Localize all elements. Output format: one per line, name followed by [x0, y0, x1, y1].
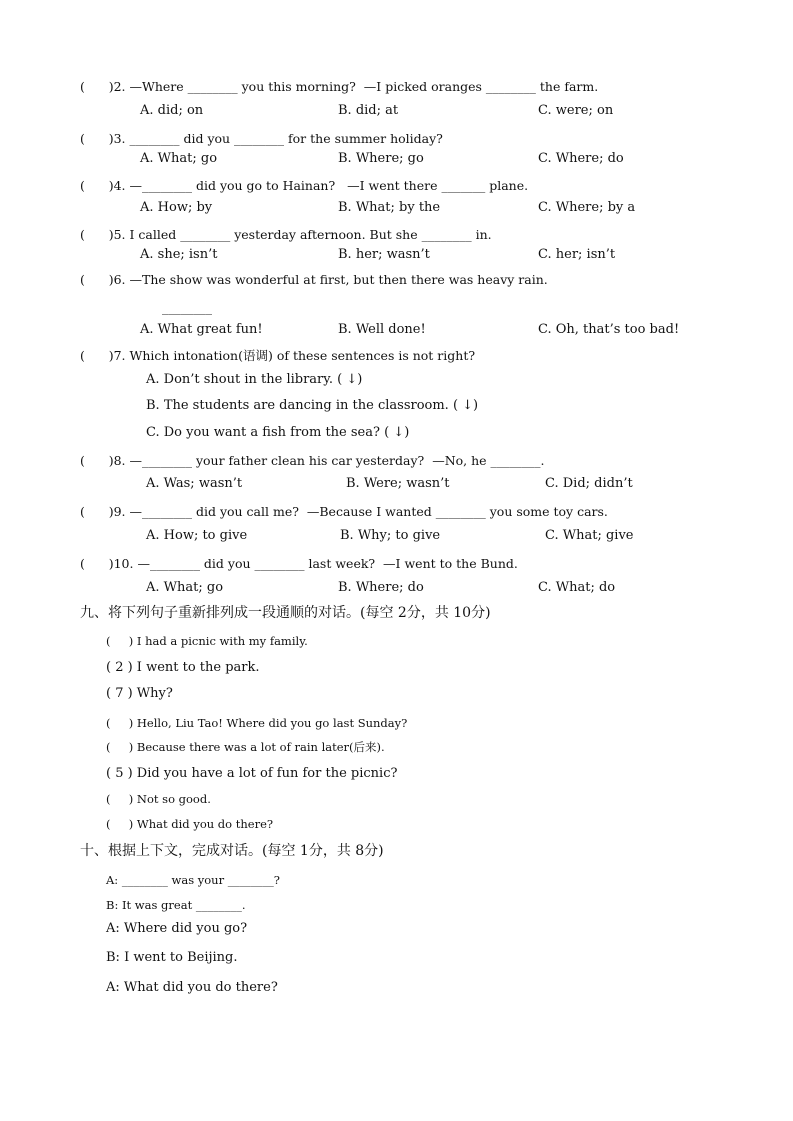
section-9-item-3: ( 7 ) Why?: [106, 686, 173, 701]
section-10-title: 十、根据上下文，完成对话。(每空 1分，共 8分): [80, 843, 384, 859]
question-6-answer-blank: ________: [162, 300, 212, 315]
question-7-stem: ( )7. Which intonation(语调) of these sentences is not right?: [80, 348, 476, 363]
question-4-option-c: C. Where; by a: [538, 200, 636, 215]
question-10-option-a: A. What; go: [146, 580, 224, 595]
question-9-option-b: B. Why; to give: [340, 528, 441, 543]
question-7-option-c: C. Do you want a fish from the sea? ( ↓): [146, 425, 410, 440]
question-7-option-a: A. Don’t shout in the library. ( ↓): [146, 372, 363, 387]
section-9-item-7: ( ) Not so good.: [106, 792, 211, 806]
question-8-stem: ( )8. —________ your father clean his car yesterday? —No, he ________.: [80, 453, 545, 468]
question-9-stem: ( )9. —________ did you call me? —Because I wanted ________ you some toy cars.: [80, 504, 608, 519]
section-10-item-3: A: Where did you go?: [106, 921, 248, 936]
question-5-option-a: A. she; isn’t: [140, 247, 218, 262]
section-9-item-1: ( ) I had a picnic with my family.: [106, 634, 308, 648]
question-10-stem: ( )10. —________ did you ________ last week? —I went to the Bund.: [80, 556, 518, 571]
question-7-option-b: B. The students are dancing in the classroom. ( ↓): [146, 398, 479, 413]
question-2-option-c: C. were; on: [538, 103, 614, 118]
section-10-item-2: B: It was great ________.: [106, 898, 246, 912]
question-10-option-b: B. Where; do: [338, 580, 424, 595]
question-6-stem: ( )6. —The show was wonderful at first, but then there was heavy rain.: [80, 272, 548, 287]
question-2-option-a: A. did; on: [140, 103, 204, 118]
question-6-option-a: A. What great fun!: [140, 322, 263, 337]
section-10-item-5: A: What did you do there?: [106, 980, 278, 995]
question-8-option-b: B. Were; wasn’t: [346, 476, 450, 491]
question-6-option-b: B. Well done!: [338, 322, 426, 337]
question-9-option-c: C. What; give: [545, 528, 634, 543]
question-9-option-a: A. How; to give: [146, 528, 248, 543]
question-3-option-b: B. Where; go: [338, 151, 424, 166]
question-4-option-a: A. How; by: [140, 200, 213, 215]
question-8-option-c: C. Did; didn’t: [545, 476, 633, 491]
question-3-option-c: C. Where; do: [538, 151, 624, 166]
section-9-title: 九、将下列句子重新排列成一段通顺的对话。(每空 2分，共 10分): [80, 605, 491, 621]
question-5-stem: ( )5. I called ________ yesterday afternoon. But she ________ in.: [80, 227, 492, 242]
question-4-stem: ( )4. —________ did you go to Hainan? —I went there _______ plane.: [80, 178, 529, 193]
question-10-option-c: C. What; do: [538, 580, 616, 595]
question-4-option-b: B. What; by the: [338, 200, 441, 215]
question-3-option-a: A. What; go: [140, 151, 218, 166]
section-9-item-4: ( ) Hello, Liu Tao! Where did you go last Sunday?: [106, 716, 408, 730]
section-9-item-6: ( 5 ) Did you have a lot of fun for the picnic?: [106, 766, 398, 781]
section-9-item-8: ( ) What did you do there?: [106, 817, 274, 831]
question-6-option-c: C. Oh, that’s too bad!: [538, 322, 680, 337]
question-2-option-b: B. did; at: [338, 103, 399, 118]
section-10-item-1: A: ________ was your ________?: [106, 873, 280, 887]
question-5-option-b: B. her; wasn’t: [338, 247, 430, 262]
section-9-item-5: ( ) Because there was a lot of rain later(后来).: [106, 740, 385, 754]
question-5-option-c: C. her; isn’t: [538, 247, 616, 262]
question-8-option-a: A. Was; wasn’t: [146, 476, 243, 491]
question-3-stem: ( )3. ________ did you ________ for the summer holiday?: [80, 131, 443, 146]
section-10-item-4: B: I went to Beijing.: [106, 950, 238, 965]
section-9-item-2: ( 2 ) I went to the park.: [106, 660, 260, 675]
question-2-stem: ( )2. —Where ________ you this morning? —I picked oranges ________ the farm.: [80, 79, 599, 94]
